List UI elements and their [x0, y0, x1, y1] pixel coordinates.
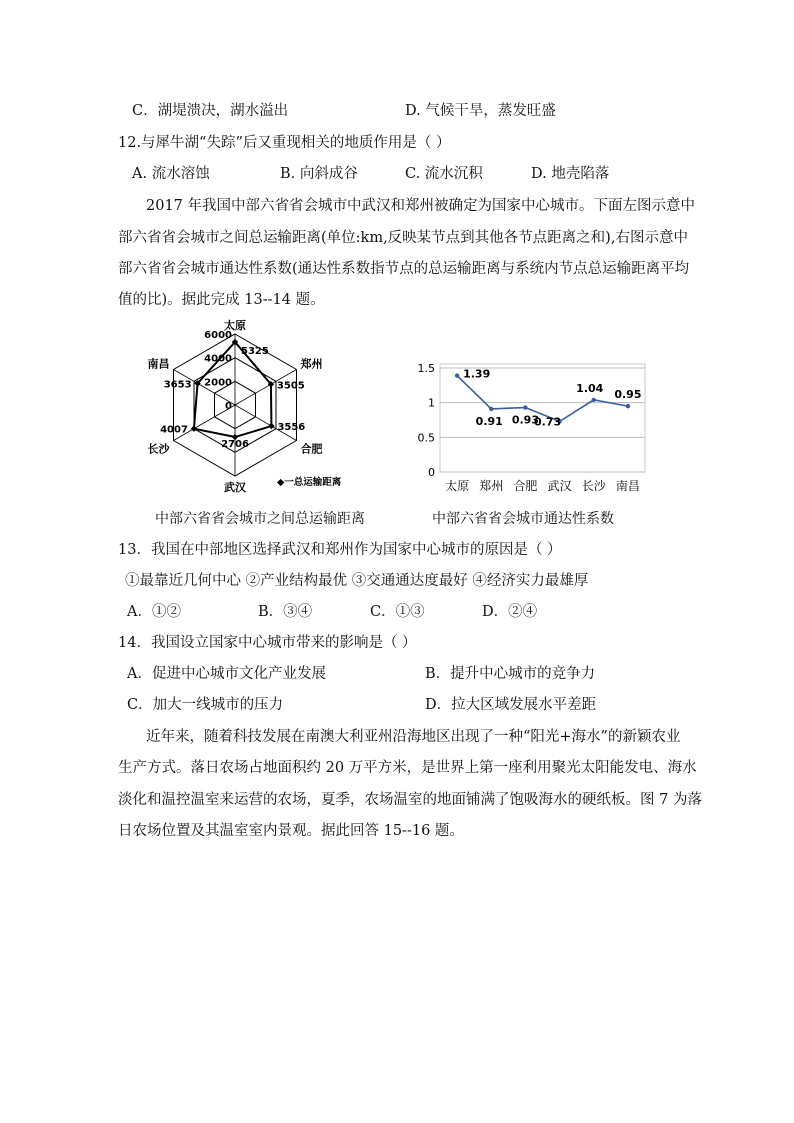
radar-value-label: 2706 [221, 439, 249, 451]
q12-option-d: D. 地壳陷落 [531, 166, 610, 182]
x-tick-label: 合肥 [513, 479, 538, 493]
q12-stem: 12.与犀牛湖“失踪”后又重现相关的地质作用是（ ） [118, 135, 451, 151]
q13-option-b: B．③④ [258, 604, 313, 620]
intro-13-14-line-1: 2017 年我国中部六省省会城市中武汉和郑州被确定为国家中心城市。下面左图示意中 [146, 198, 696, 214]
radar-value-label: 5325 [241, 345, 269, 357]
q14-option-d: D．拉大区域发展水平差距 [425, 697, 597, 713]
radar-category-label: 太原 [224, 319, 246, 332]
x-tick-label: 武汉 [547, 479, 572, 493]
q11-option-c: C．湖堤溃决，湖水溢出 [132, 103, 289, 119]
q14-option-b: B．提升中心城市的竞争力 [425, 666, 596, 682]
radar-caption: 中部六省省会城市之间总运输距离 [155, 511, 365, 527]
radar-ring-label: 4000 [204, 353, 232, 365]
radar-point [191, 426, 197, 432]
q13-option-c: C．①③ [370, 604, 425, 620]
radar-category-label: 郑州 [300, 357, 323, 371]
x-tick-label: 郑州 [479, 479, 504, 493]
q13-stem: 13．我国在中部地区选择武汉和郑州作为国家中心城市的原因是（ ） [118, 542, 562, 558]
intro-15-16-line-3: 淡化和温控温室来运营的农场，夏季，农场温室的地面铺满了饱吸海水的硬纸板。图 7 为落 [118, 792, 702, 808]
radar-ring-label: 6000 [204, 330, 232, 341]
q13-option-d: D．②④ [482, 604, 538, 620]
y-tick-label: 1.5 [417, 362, 435, 375]
radar-category-label: 南昌 [147, 357, 170, 371]
line-caption: 中部六省省会城市通达性系数 [432, 511, 614, 527]
radar-value-label: 3505 [276, 380, 305, 392]
radar-category-label: 武汉 [224, 481, 246, 494]
x-tick-label: 太原 [445, 479, 470, 493]
y-tick-label: 0.5 [417, 431, 435, 445]
y-tick-label: 1 [428, 396, 435, 410]
q12-option-b: B. 向斜成谷 [280, 166, 358, 182]
line-chart [410, 356, 650, 498]
radar-chart [140, 318, 370, 498]
data-label: 0.91 [475, 414, 503, 428]
data-point [626, 404, 630, 408]
radar-ring-label: 2000 [204, 377, 232, 389]
radar-category-label: 长沙 [147, 442, 170, 456]
data-label: 0.93 [511, 413, 539, 427]
radar-value-label: 3653 [163, 379, 192, 391]
y-tick-label: 0 [428, 466, 435, 479]
data-label: 0.73 [534, 415, 562, 429]
x-tick-label: 长沙 [581, 479, 606, 493]
radar-ring-label: 0 [225, 401, 232, 412]
intro-13-14-line-2: 部六省省会城市之间总运输距离(单位:km,反映某节点到其他各节点距离之和),右图示意中 [118, 230, 688, 246]
intro-13-14-line-3: 部六省省会城市通达性系数(通达性系数指节点的总运输距离与系统内节点总运输距离平均 [118, 261, 690, 277]
q11-option-d: D. 气候干旱，蒸发旺盛 [405, 103, 556, 119]
q14-option-a: A．促进中心城市文化产业发展 [127, 666, 326, 682]
intro-15-16-line-4: 日农场位置及其温室室内景观。据此回答 15--16 题。 [118, 823, 464, 839]
radar-point [268, 423, 274, 429]
radar-legend: ◆一总运输距离 [277, 477, 342, 488]
q13-option-a: A．①② [127, 604, 181, 620]
intro-15-16-line-2: 生产方式。落日农场占地面积约 20 万平方米，是世界上第一座利用聚光太阳能发电、海水 [118, 760, 697, 776]
x-tick-label: 南昌 [615, 479, 640, 493]
radar-category-label: 合肥 [300, 442, 323, 456]
data-point [523, 405, 527, 409]
intro-15-16-line-1: 近年来，随着科技发展在南澳大利亚州沿海地区出现了一种“阳光+海水”的新颖农业 [146, 729, 681, 745]
data-point [592, 398, 596, 402]
intro-13-14-line-4: 值的比)。据此完成 13--14 题。 [118, 292, 325, 308]
q14-option-c: C．加大一线城市的压力 [127, 697, 284, 713]
data-label: 1.39 [463, 367, 491, 381]
q12-option-c: C. 流水沉积 [405, 166, 483, 182]
radar-value-label: 4007 [160, 424, 188, 436]
data-point [455, 373, 459, 377]
data-label: 0.95 [614, 388, 642, 402]
q13-items: ①最靠近几何中心 ②产业结构最优 ③交通通达度最好 ④经济实力最雄厚 [125, 573, 589, 589]
q12-option-a: A. 流水溶蚀 [132, 166, 210, 182]
q14-stem: 14．我国设立国家中心城市带来的影响是（ ） [118, 635, 417, 651]
data-point [489, 407, 493, 411]
radar-value-label: 3556 [277, 422, 306, 434]
data-label: 1.04 [576, 381, 604, 395]
